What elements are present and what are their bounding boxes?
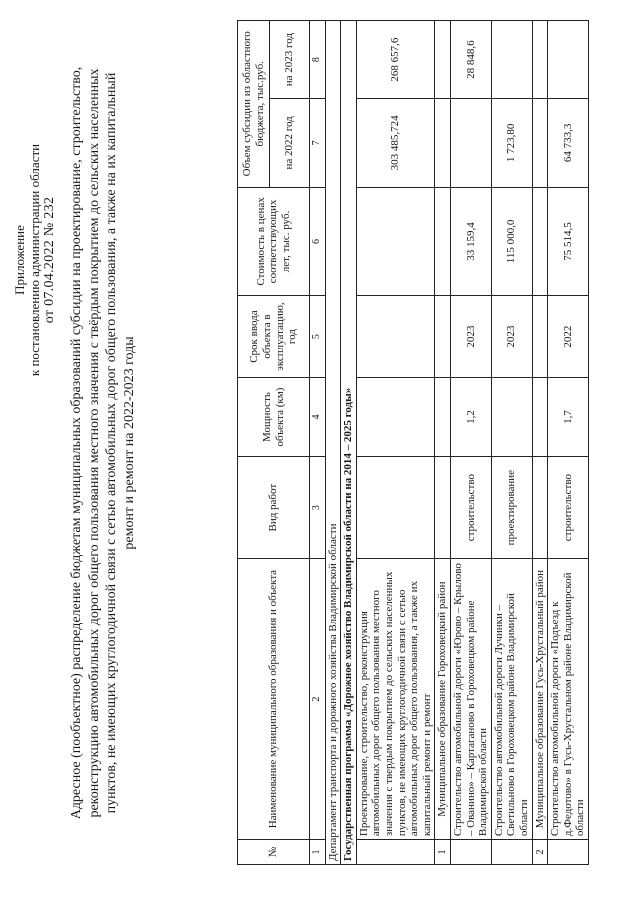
column-number: 1: [310, 840, 326, 865]
column-number: 5: [310, 296, 326, 378]
header-name: Наименование муниципального образования и объекта: [238, 559, 310, 840]
column-number: 6: [310, 187, 326, 296]
object-work: строительство: [548, 457, 589, 559]
object-2022: 1 723,80: [491, 99, 532, 187]
column-number: 4: [310, 377, 326, 456]
object-term: 2022: [548, 296, 589, 378]
appendix-stamp: [12, 80, 57, 440]
header-subsidy: Объем субсидии из областного бюджета, тыс.руб.: [238, 21, 270, 188]
title-line: Адресное (пообъектное) распределение бюджетам муниципальных образований субсидии на проектирование, строительство,: [69, 66, 84, 820]
object-name: Строительство автомобильной дороги «Подъезд к д.Федотово» в Гусь-Хрустальном районе Владимирской области: [548, 559, 589, 840]
object-name: Строительство автомобильной дороги «Юрово – Крылово – Ованино» – Картаганово в Гороховецком районе Владимирской области: [450, 559, 491, 840]
title-line: реконструкцию автомобильных дорог общего пользования местного значения с твёрдым покрытием до сельских населенных: [86, 68, 102, 818]
column-number: 3: [310, 457, 326, 559]
department-row: Департамент транспорта и дорожного хозяйства Владимирской области: [325, 21, 341, 865]
table-row: [548, 21, 589, 865]
object-cost: 115 000,0: [491, 187, 532, 296]
object-capacity: 1,2: [450, 377, 491, 456]
object-2023: 28 848,6: [450, 21, 491, 99]
decree-number: от 07.04.2022 № 232: [42, 196, 57, 324]
header-cost: Стоимость в ценах соответствующих лет, тыс. руб.: [238, 187, 310, 296]
object-2023: [548, 21, 589, 99]
group-name: Муниципальное образование Гороховецкий район: [435, 559, 451, 840]
object-cost: 33 159,4: [450, 187, 491, 296]
total-cost: [356, 187, 435, 296]
title-line: ремонт и ремонт на 2022-2023 годы: [121, 336, 137, 550]
total-work: [356, 457, 435, 559]
group-row: [435, 21, 451, 865]
total-capacity: [356, 377, 435, 456]
column-number: 8: [310, 21, 326, 99]
header-work: Вид работ: [238, 457, 310, 559]
object-2023: [491, 21, 532, 99]
header-2023: на 2023 год: [270, 21, 310, 99]
total-num: [356, 840, 435, 865]
object-term: 2023: [491, 296, 532, 378]
object-cost: 75 514,5: [548, 187, 589, 296]
column-number: 7: [310, 99, 326, 187]
table-row: [450, 21, 491, 865]
header-term: Срок ввода объекта в эксплуатацию, год: [238, 296, 310, 378]
column-number: 2: [310, 559, 326, 840]
object-2022: [450, 99, 491, 187]
header-capacity: Мощность объекта (км): [238, 377, 310, 456]
document-title: [68, 43, 138, 843]
object-capacity: 1,7: [548, 377, 589, 456]
program-row: Государственная программа «Дорожное хозяйство Владимирской области на 2014 – 2025 годы»: [341, 21, 357, 865]
header-num: №: [238, 840, 310, 865]
group-name: Муниципальное образование Гусь-Хрустальный район: [532, 559, 548, 840]
group-num: 2: [532, 840, 548, 865]
header-2022: на 2022 год: [270, 99, 310, 187]
object-term: 2023: [450, 296, 491, 378]
total-term: [356, 296, 435, 378]
decree-reference: к постановлению администрации области: [27, 143, 42, 377]
total-2023: 268 657,6: [356, 21, 435, 99]
total-2022: 303 485,724: [356, 99, 435, 187]
object-work: строительство: [450, 457, 491, 559]
subsidy-table: [237, 20, 589, 865]
title-line: пунктов, не имеющих круглогодичной связи с сетью автомобильных дорог общего пользования, а также на их капитальный: [104, 72, 119, 814]
object-work: проектирование: [491, 457, 532, 559]
appendix-label: Приложение: [12, 225, 27, 295]
group-row: [532, 21, 548, 865]
group-num: 1: [435, 840, 451, 865]
object-name: Строительство автомобильной дороги Лучинки – Светильново в Гороховецком районе Владимирской области: [491, 559, 532, 840]
total-row: [356, 21, 435, 865]
object-2022: 64 733,3: [548, 99, 589, 187]
total-name: Проектирование, строительство, реконструкция автомобильных дорог общего пользования местного значения с твердым покрытием до сельских населенных пунктов, не имеющих круглогодичной связи с сетью автомобильных дорог общего пользования, а также их капитальный ремонт и ремонт: [356, 559, 435, 840]
table-row: [491, 21, 532, 865]
object-capacity: [491, 377, 532, 456]
